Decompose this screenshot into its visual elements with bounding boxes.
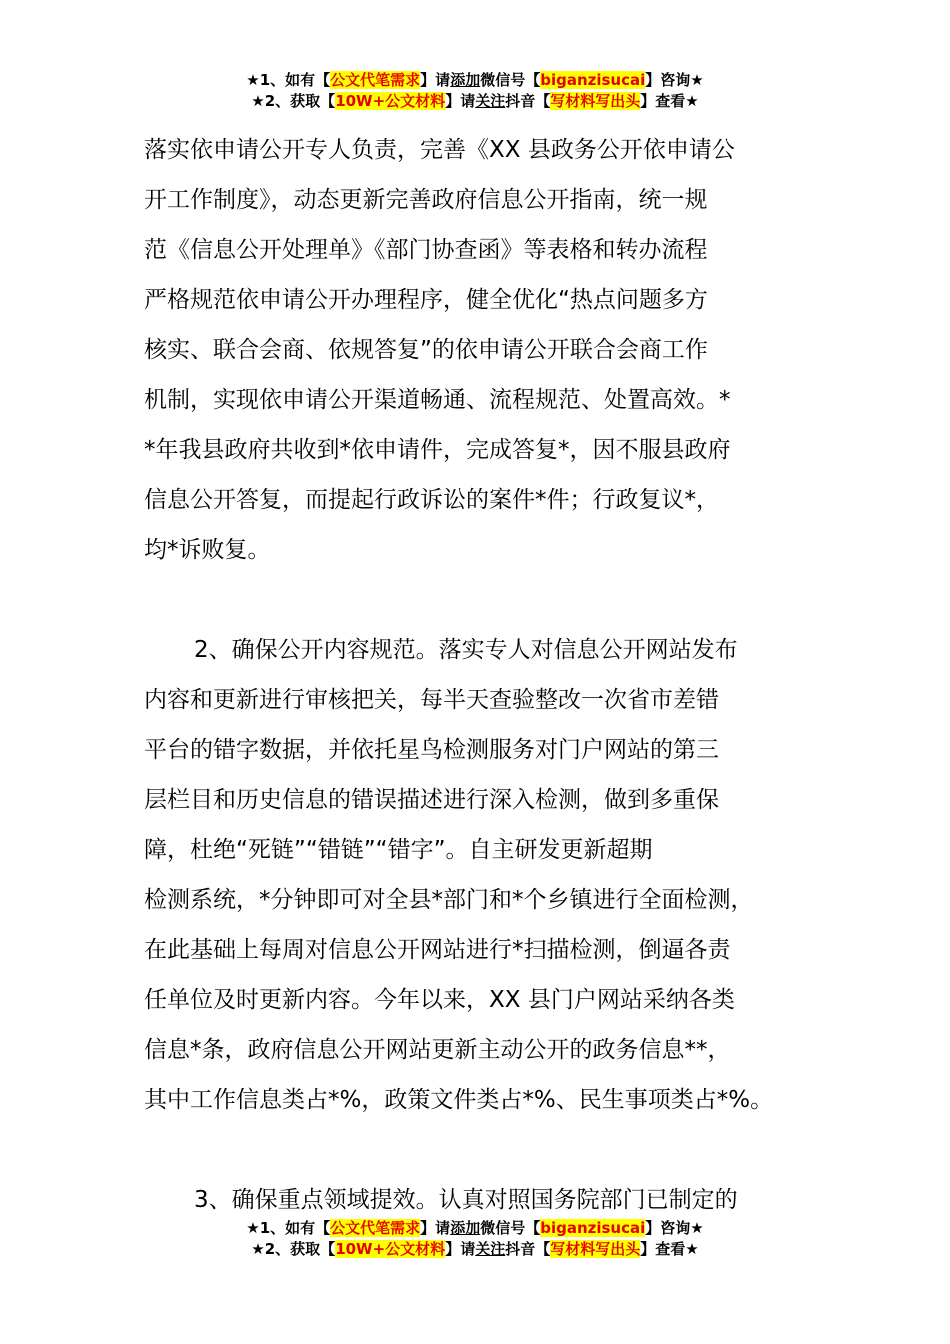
text-line: 障，杜绝“死链”“错链”“错字”。自主研发更新超期 xyxy=(144,837,653,863)
text-line: 机制，实现依申请公开渠道畅通、流程规范、处置高效。* xyxy=(144,387,731,413)
banner-text: ★2、获取【 xyxy=(251,1240,336,1258)
text-line: 落实依申请公开专人负责，完善《XX 县政务公开依申请公 xyxy=(144,137,735,163)
banner-text: 】请 xyxy=(420,1219,451,1237)
text-line: 范《信息公开处理单》《部门协查函》等表格和转办流程 xyxy=(144,237,708,263)
banner-text: 抖音【 xyxy=(505,1240,551,1258)
text-line: 核实、联合会商、依规答复”的依申请公开联合会商工作 xyxy=(144,337,708,363)
banner-text: 】请 xyxy=(445,1240,476,1258)
banner-line-2 xyxy=(0,91,950,112)
banner-highlight: biganzisucai xyxy=(540,1219,646,1237)
top-banner xyxy=(0,70,950,112)
text-line: 信息公开答复，而提起行政诉讼的案件*件；行政复议*， xyxy=(144,487,719,513)
banner-text: ★1、如有【 xyxy=(246,1219,331,1237)
banner-highlight: 10W+公文材料 xyxy=(335,92,446,110)
banner-text: 】查看★ xyxy=(640,1240,699,1258)
banner-underlined: 添加 xyxy=(450,1219,481,1237)
text-line: 信息*条，政府信息公开网站更新主动公开的政务信息**， xyxy=(144,1037,731,1063)
banner-highlight: 公文代笔需求 xyxy=(330,1219,421,1237)
text-line: 平台的错字数据，并依托星鸟检测服务对门户网站的第三 xyxy=(144,737,719,763)
text-line: 3、确保重点领域提效。认真对照国务院部门已制定的 xyxy=(194,1187,738,1213)
bottom-banner xyxy=(0,1218,950,1260)
banner-highlight: 写材料写出头 xyxy=(550,1240,641,1258)
banner-text: 】查看★ xyxy=(640,92,699,110)
banner-text: 抖音【 xyxy=(505,92,551,110)
banner-text: 】请 xyxy=(445,92,476,110)
text-line: 任单位及时更新内容。今年以来，XX 县门户网站采纳各类 xyxy=(144,987,735,1013)
text-line: 其中工作信息类占*%，政策文件类占*%、民生事项类占*%。 xyxy=(144,1087,774,1113)
banner-text: ★2、获取【 xyxy=(251,92,336,110)
banner-highlight: 10W+公文材料 xyxy=(335,1240,446,1258)
banner-underlined: 关注 xyxy=(475,92,506,110)
banner-underlined: 添加 xyxy=(450,71,481,89)
paragraph-1 xyxy=(144,125,828,575)
banner-text: 】咨询★ xyxy=(645,71,704,89)
document-body xyxy=(144,125,828,1225)
text-line: 内容和更新进行审核把关，每半天查验整改一次省市差错 xyxy=(144,687,719,713)
text-line: 严格规范依申请公开办理程序，健全优化“热点问题多方 xyxy=(144,287,708,313)
banner-highlight: 写材料写出头 xyxy=(550,92,641,110)
banner-text: 微信号【 xyxy=(480,1219,541,1237)
banner-highlight: biganzisucai xyxy=(540,71,646,89)
paragraph-gap xyxy=(144,1125,828,1175)
banner-text: 】请 xyxy=(420,71,451,89)
text-line: 在此基础上每周对信息公开网站进行*扫描检测，倒逼各责 xyxy=(144,937,731,963)
banner-line-1 xyxy=(0,70,950,91)
banner-underlined: 关注 xyxy=(475,1240,506,1258)
text-line: *年我县政府共收到*依申请件，完成答复*，因不服县政府 xyxy=(144,437,731,463)
text-line: 2、确保公开内容规范。落实专人对信息公开网站发布 xyxy=(194,637,738,663)
text-line: 检测系统，*分钟即可对全县*部门和*个乡镇进行全面检测， xyxy=(144,887,754,913)
paragraph-gap xyxy=(144,575,828,625)
text-line: 开工作制度》，动态更新完善政府信息公开指南，统一规 xyxy=(144,187,708,213)
text-line: 层栏目和历史信息的错误描述进行深入检测，做到多重保 xyxy=(144,787,719,813)
paragraph-2 xyxy=(144,625,828,1125)
text-line: 均*诉败复。 xyxy=(144,537,271,563)
banner-line-1 xyxy=(0,1218,950,1239)
banner-text: 微信号【 xyxy=(480,71,541,89)
banner-text: ★1、如有【 xyxy=(246,71,331,89)
banner-text: 】咨询★ xyxy=(645,1219,704,1237)
banner-highlight: 公文代笔需求 xyxy=(330,71,421,89)
banner-line-2 xyxy=(0,1239,950,1260)
